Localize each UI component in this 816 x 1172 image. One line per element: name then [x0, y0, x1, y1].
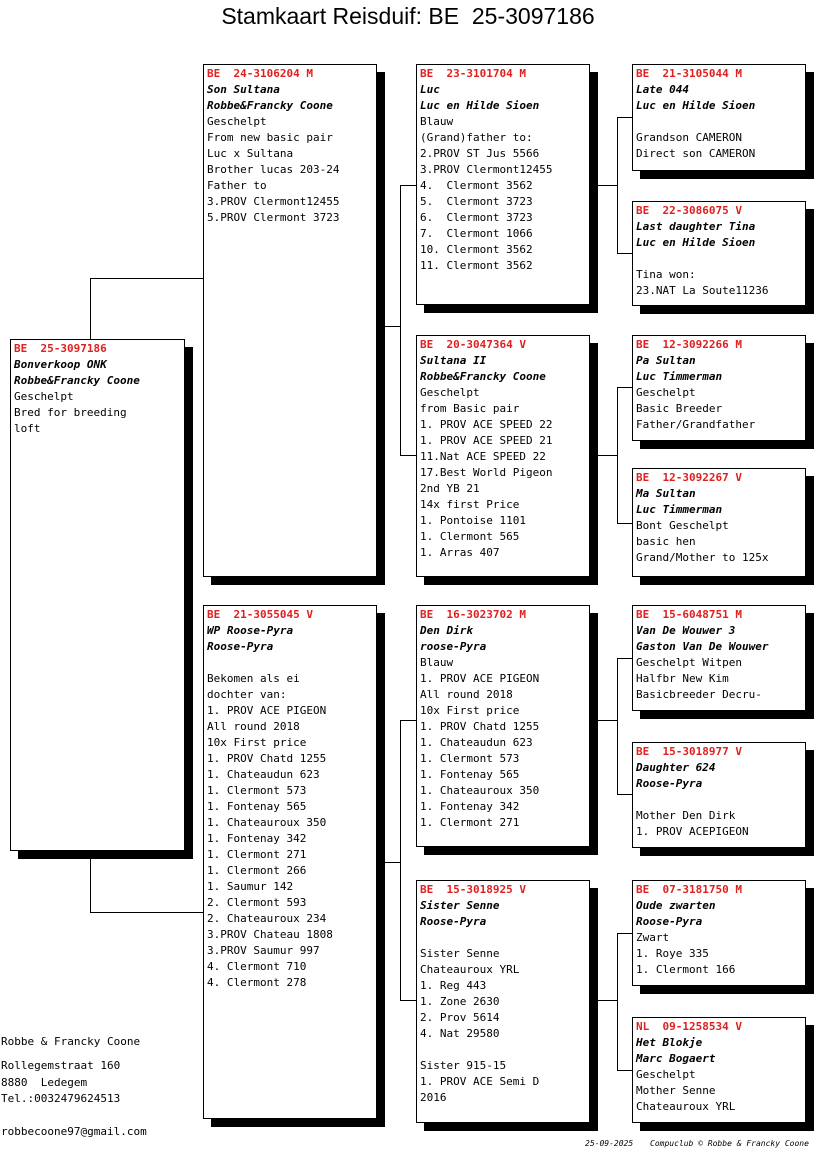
page-title: Stamkaart Reisduif: BE 25-3097186 — [221, 3, 595, 29]
card-line: 1. Fontenay 565 — [207, 800, 307, 813]
breeder-name: Roose-Pyra — [420, 915, 487, 928]
card-line: 1. Fontenay 342 — [420, 800, 520, 813]
card-line: 1. PROV ACEPIGEON — [636, 825, 749, 838]
card-line: 10x First price — [207, 736, 307, 749]
connector-line — [597, 185, 617, 186]
connector-line — [90, 278, 91, 340]
card-line: 3.PROV Saumur 997 — [207, 944, 320, 957]
connector-line — [617, 658, 633, 659]
pigeon-card-dam-dam-dam — [632, 1017, 806, 1123]
connector-line — [90, 278, 204, 279]
pigeon-name: Ma Sultan — [636, 487, 696, 500]
card-line: 1. Clermont 565 — [420, 530, 520, 543]
ring-number: BE 25-3097186 — [14, 342, 107, 355]
card-line: 1. PROV ACE SPEED 21 — [420, 434, 553, 447]
card-line: 2. Clermont 593 — [207, 896, 307, 909]
pigeon-name: Pa Sultan — [636, 354, 696, 367]
ring-number: BE 12-3092266 M — [636, 338, 742, 351]
connector-line — [400, 1000, 417, 1001]
card-line: 1. Chateauroux 350 — [207, 816, 327, 829]
connector-line — [617, 387, 633, 388]
card-line: Tina won: — [636, 268, 696, 281]
pigeon-card-sire-sire-sire — [632, 64, 806, 171]
ring-number: BE 21-3105044 M — [636, 67, 742, 80]
pigeon-name: Late 044 — [636, 83, 689, 96]
card-line: All round 2018 — [207, 720, 300, 733]
breeder-name: Robbe&Francky Coone — [420, 370, 546, 383]
card-line: 5.PROV Clermont 3723 — [207, 211, 340, 224]
card-line: 1. Chateaudun 623 — [420, 736, 533, 749]
ring-number: BE 21-3055045 V — [207, 608, 313, 621]
card-line: 1. Roye 335 — [636, 947, 709, 960]
ring-number: BE 16-3023702 M — [420, 608, 526, 621]
card-line: Basicbreeder Decru- — [636, 688, 762, 701]
ring-number: NL 09-1258534 V — [636, 1020, 742, 1033]
card-line: Grand/Mother to 125x — [636, 551, 769, 564]
pigeon-card-dam — [203, 605, 377, 1119]
card-line: Halfbr New Kim — [636, 672, 729, 685]
card-line: 1. Fontenay 565 — [420, 768, 520, 781]
card-line — [636, 114, 805, 130]
card-line: 1. Arras 407 — [420, 546, 500, 559]
card-line: 1. PROV ACE SPEED 22 — [420, 418, 553, 431]
card-line: 14x first Price — [420, 498, 520, 511]
pigeon-name: Daughter 624 — [636, 761, 716, 774]
card-line: Geschelpt — [14, 390, 74, 403]
card-line: Geschelpt — [636, 386, 696, 399]
connector-line — [400, 185, 401, 455]
pigeon-name: WP Roose-Pyra — [207, 624, 294, 637]
card-line: Geschelpt — [207, 115, 267, 128]
connector-line — [617, 523, 633, 524]
card-line: 17.Best World Pigeon — [420, 466, 553, 479]
pigeon-name: Oude zwarten — [636, 899, 716, 912]
breeder-name: Luc en Hilde Sioen — [420, 99, 540, 112]
card-line: 2nd YB 21 — [420, 482, 480, 495]
card-line: 2016 — [420, 1091, 447, 1104]
card-line: 1. PROV Chatd 1255 — [207, 752, 327, 765]
connector-line — [617, 1070, 633, 1071]
pigeon-name: Luc — [420, 83, 440, 96]
card-line: from Basic pair — [420, 402, 520, 415]
connector-line — [597, 720, 617, 721]
card-line: 1. Reg 443 — [420, 979, 487, 992]
card-line: 1. Fontenay 342 — [207, 832, 307, 845]
connector-line — [384, 326, 400, 327]
pigeon-card-dam-dam — [416, 880, 590, 1123]
connector-line — [400, 720, 401, 1000]
pigeon-name: Sister Senne — [420, 899, 500, 912]
ring-number: BE 15-6048751 M — [636, 608, 742, 621]
card-line: loft — [14, 422, 41, 435]
pigeon-name: Son Sultana — [207, 83, 280, 96]
card-line: 4. Clermont 278 — [207, 976, 307, 989]
breeder-name: Roose-Pyra — [636, 777, 703, 790]
connector-line — [617, 658, 618, 794]
card-line: Sister 915-15 — [420, 1059, 507, 1072]
card-line: dochter van: — [207, 688, 287, 701]
pigeon-name: Last daughter Tina — [636, 220, 756, 233]
ring-number: BE 15-3018977 V — [636, 745, 742, 758]
connector-line — [400, 455, 417, 456]
card-line: 23.NAT La Soute11236 — [636, 284, 769, 297]
breeder-name: Roose-Pyra — [636, 915, 703, 928]
card-line: 1. Saumur 142 — [207, 880, 294, 893]
card-line: 3.PROV Clermont12455 — [207, 195, 340, 208]
pigeon-card-sire-dam — [416, 335, 590, 577]
connector-line — [617, 933, 618, 1070]
card-line: 1. Clermont 166 — [636, 963, 736, 976]
footer-credit: Compuclub © Robbe & Francky Coone — [650, 1139, 809, 1148]
connector-line — [617, 387, 618, 523]
ring-number: BE 24-3106204 M — [207, 67, 313, 80]
card-line: Direct son CAMERON — [636, 147, 756, 160]
card-line: 2.PROV ST Jus 5566 — [420, 147, 540, 160]
card-line: Sister Senne — [420, 947, 500, 960]
breeder-name: Roose-Pyra — [207, 640, 274, 653]
card-line: Luc x Sultana — [207, 147, 294, 160]
connector-line — [617, 253, 633, 254]
card-line: 1. Chateauroux 350 — [420, 784, 540, 797]
card-line: Chateauroux YRL — [636, 1100, 736, 1113]
ring-number: BE 23-3101704 M — [420, 67, 526, 80]
card-line: (Grand)father to: — [420, 131, 533, 144]
pigeon-card-sire — [203, 64, 377, 577]
connector-line — [90, 850, 91, 912]
card-line: 7. Clermont 1066 — [420, 227, 533, 240]
ring-number: BE 20-3047364 V — [420, 338, 526, 351]
card-line — [636, 251, 805, 267]
card-line: Grandson CAMERON — [636, 131, 742, 144]
card-line: Father to — [207, 179, 267, 192]
connector-line — [400, 185, 417, 186]
card-line: Chateauroux YRL — [420, 963, 520, 976]
card-line: 1. Clermont 573 — [207, 784, 307, 797]
card-line: 4. Nat 29580 — [420, 1027, 500, 1040]
pigeon-card-dam-sire-dam — [632, 742, 806, 848]
card-line: 1. PROV ACE PIGEON — [420, 672, 540, 685]
breeder-name: Robbe&Francky Coone — [14, 374, 140, 387]
connector-line — [384, 862, 400, 863]
card-line: Brother lucas 203-24 — [207, 163, 340, 176]
card-line — [420, 1042, 589, 1058]
card-line: 1. PROV ACE Semi D — [420, 1075, 540, 1088]
connector-line — [617, 117, 633, 118]
card-line: 11.Nat ACE SPEED 22 — [420, 450, 546, 463]
connector-line — [597, 1000, 617, 1001]
card-line: 3.PROV Chateau 1808 — [207, 928, 333, 941]
connector-line — [400, 720, 417, 721]
card-line: From new basic pair — [207, 131, 333, 144]
card-line: 1. Pontoise 1101 — [420, 514, 526, 527]
card-line: 1. PROV Chatd 1255 — [420, 720, 540, 733]
card-line — [420, 930, 589, 946]
card-line: basic hen — [636, 535, 696, 548]
pigeon-name: Van De Wouwer 3 — [636, 624, 736, 637]
card-line: Geschelpt — [636, 1068, 696, 1081]
card-line: 11. Clermont 3562 — [420, 259, 533, 272]
card-line: 1. Clermont 271 — [420, 816, 520, 829]
card-line: 1. Clermont 573 — [420, 752, 520, 765]
card-line: Mother Den Dirk — [636, 809, 736, 822]
pigeon-name: Het Blokje — [636, 1036, 703, 1049]
pigeon-card-sire-dam-sire — [632, 335, 806, 441]
card-line: 3.PROV Clermont12455 — [420, 163, 553, 176]
card-line: 10x First price — [420, 704, 520, 717]
pigeon-card-dam-sire-sire — [632, 605, 806, 711]
card-line: Basic Breeder — [636, 402, 723, 415]
card-line — [636, 792, 805, 808]
card-line: Father/Grandfather — [636, 418, 756, 431]
connector-line — [597, 455, 617, 456]
connector-line — [617, 794, 633, 795]
card-line — [207, 655, 376, 671]
card-line: 1. PROV ACE PIGEON — [207, 704, 327, 717]
connector-line — [617, 933, 633, 934]
card-line: 1. Chateaudun 623 — [207, 768, 320, 781]
connector-line — [90, 912, 204, 913]
card-line: All round 2018 — [420, 688, 513, 701]
pigeon-card-sire-sire-dam — [632, 201, 806, 306]
pigeon-name: Bonverkoop ONK — [14, 358, 107, 371]
breeder-name: Gaston Van De Wouwer — [636, 640, 769, 653]
card-line: 10. Clermont 3562 — [420, 243, 533, 256]
card-line: 1. Clermont 266 — [207, 864, 307, 877]
breeder-name: Robbe&Francky Coone — [207, 99, 333, 112]
card-line: Blauw — [420, 115, 454, 128]
card-line: 1. Zone 2630 — [420, 995, 500, 1008]
card-line: 2. Prov 5614 — [420, 1011, 500, 1024]
card-line: 5. Clermont 3723 — [420, 195, 533, 208]
connector-line — [617, 117, 618, 253]
card-line: Mother Senne — [636, 1084, 716, 1097]
card-line: Zwart — [636, 931, 670, 944]
breeder-name: Luc en Hilde Sioen — [636, 236, 756, 249]
owner-name: Robbe & Francky Coone — [1, 1035, 141, 1048]
ring-number: BE 12-3092267 V — [636, 471, 742, 484]
breeder-name: Luc Timmerman — [636, 370, 723, 383]
breeder-name: roose-Pyra — [420, 640, 487, 653]
pigeon-card-dam-sire — [416, 605, 590, 847]
pigeon-card-sire-sire — [416, 64, 590, 305]
card-line: 2. Chateauroux 234 — [207, 912, 327, 925]
card-line: Geschelpt Witpen — [636, 656, 742, 669]
pigeon-name: Sultana II — [420, 354, 487, 367]
breeder-name: Luc Timmerman — [636, 503, 723, 516]
breeder-name: Luc en Hilde Sioen — [636, 99, 756, 112]
ring-number: BE 22-3086075 V — [636, 204, 742, 217]
footer-date: 25-09-2025 — [585, 1139, 634, 1148]
pigeon-card-sire-dam-dam — [632, 468, 806, 577]
card-line: 1. Clermont 271 — [207, 848, 307, 861]
card-line: Blauw — [420, 656, 454, 669]
card-line: Bred for breeding — [14, 406, 127, 419]
pigeon-name: Den Dirk — [420, 624, 473, 637]
owner-city: 8880 Ledegem — [1, 1076, 88, 1089]
pigeon-card-dam-dam-sire — [632, 880, 806, 986]
card-line: 4. Clermont 3562 — [420, 179, 533, 192]
card-line: Geschelpt — [420, 386, 480, 399]
breeder-name: Marc Bogaert — [636, 1052, 716, 1065]
card-line: 4. Clermont 710 — [207, 960, 307, 973]
owner-street: Rollegemstraat 160 — [1, 1059, 121, 1072]
owner-phone: Tel.:0032479624513 — [1, 1092, 121, 1105]
pigeon-card-subject — [10, 339, 185, 851]
card-line: 6. Clermont 3723 — [420, 211, 533, 224]
card-line: Bekomen als ei — [207, 672, 300, 685]
owner-email: robbecoone97@gmail.com — [1, 1125, 147, 1138]
ring-number: BE 15-3018925 V — [420, 883, 526, 896]
card-line: Bont Geschelpt — [636, 519, 729, 532]
ring-number: BE 07-3181750 M — [636, 883, 742, 896]
